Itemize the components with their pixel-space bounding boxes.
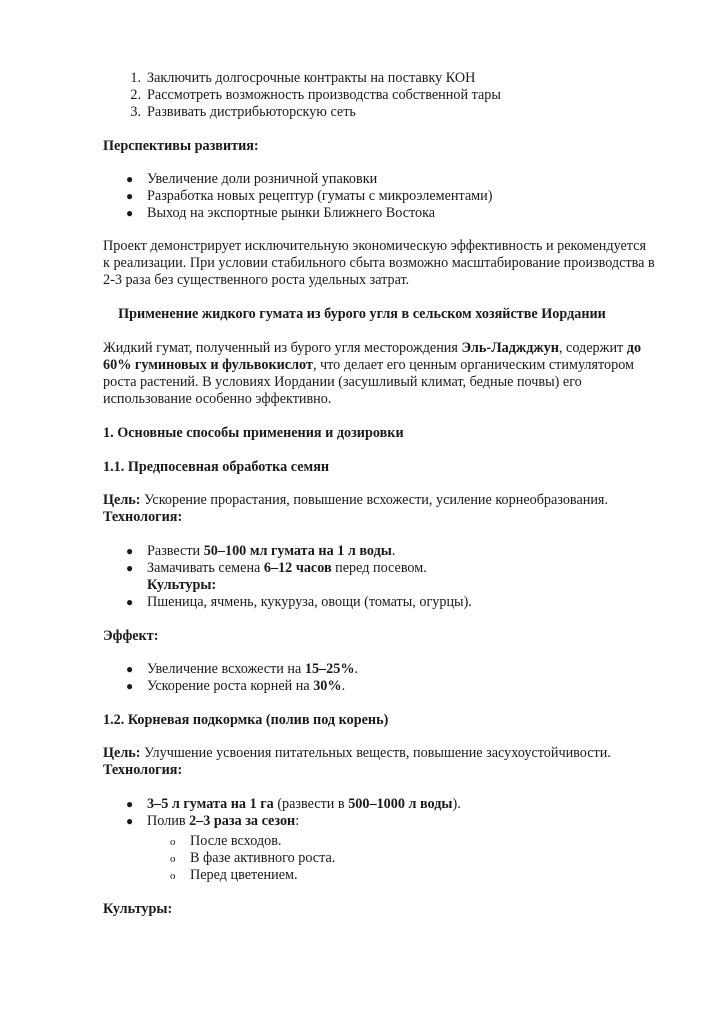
bullet-icon: ● <box>126 814 134 828</box>
paragraph-line: 2-3 раза без существенного роста удельных затрат. <box>103 272 410 288</box>
bullet-icon: ● <box>126 797 134 811</box>
intro-line: использование особенно эффективно. <box>103 391 332 407</box>
list-item: Увеличение доли розничной упаковки <box>147 171 378 187</box>
technology-label: Технология: <box>103 762 183 778</box>
hollow-bullet-icon: o <box>170 853 176 865</box>
list-number: 3. <box>130 104 141 120</box>
list-item: Замачивать семена 6–12 часов перед посевом. <box>147 560 427 576</box>
intro-line: роста растений. В условиях Иордании (засушливый климат, бедные почвы) его <box>103 374 582 390</box>
list-item: Развивать дистрибьюторскую сеть <box>147 104 356 120</box>
list-item: Развести 50–100 мл гумата на 1 л воды. <box>147 543 396 559</box>
bullet-icon: ● <box>126 595 134 609</box>
bullet-icon: ● <box>126 544 134 558</box>
section-title: Применение жидкого гумата из бурого угля в сельском хозяйстве Иордании <box>118 306 606 322</box>
list-number: 2. <box>130 87 141 103</box>
sublist-item: После всходов. <box>190 833 282 849</box>
sublist-item: Перед цветением. <box>190 867 298 883</box>
crops-label: Культуры: <box>103 901 173 917</box>
bullet-icon: ● <box>126 172 134 186</box>
list-item: Увеличение всхожести на 15–25%. <box>147 661 359 677</box>
hollow-bullet-icon: o <box>170 870 176 882</box>
subsection-heading: 1.1. Предпосевная обработка семян <box>103 459 330 475</box>
list-item: Рассмотреть возможность производства собственной тары <box>147 87 501 103</box>
list-item: 3–5 л гумата на 1 га (развести в 500–1000 л воды). <box>147 796 461 812</box>
list-item: Ускорение роста корней на 30%. <box>147 678 346 694</box>
hollow-bullet-icon: o <box>170 836 176 848</box>
technology-label: Технология: <box>103 509 183 525</box>
list-item: Разработка новых рецептур (гуматы с микроэлементами) <box>147 188 493 204</box>
intro-line: 60% гуминовых и фульвокислот, что делает его ценным органическим стимулятором <box>103 357 635 373</box>
paragraph-line: Проект демонстрирует исключительную экономическую эффективность и рекомендуется <box>103 238 647 254</box>
list-item: Выход на экспортные рынки Ближнего Востока <box>147 205 436 221</box>
effect-label: Эффект: <box>103 628 159 644</box>
bullet-icon: ● <box>126 679 134 693</box>
bullet-icon: ● <box>126 662 134 676</box>
bullet-icon: ● <box>126 189 134 203</box>
section-heading: 1. Основные способы применения и дозировки <box>103 425 404 441</box>
intro-line: Жидкий гумат, полученный из бурого угля месторождения Эль-Ладжджун, содержит до <box>103 340 642 356</box>
list-item: Пшеница, ячмень, кукуруза, овощи (томаты, огурцы). <box>147 594 472 610</box>
bullet-icon: ● <box>126 561 134 575</box>
bullet-icon: ● <box>126 206 134 220</box>
prospects-heading: Перспективы развития: <box>103 138 259 154</box>
list-item: Полив 2–3 раза за сезон: <box>147 813 300 829</box>
list-number: 1. <box>130 70 141 86</box>
goal-line: Цель: Улучшение усвоения питательных веществ, повышение засухоустойчивости. <box>103 745 611 761</box>
subsection-heading: 1.2. Корневая подкормка (полив под корень) <box>103 712 389 728</box>
crops-label: Культуры: <box>147 577 217 593</box>
paragraph-line: к реализации. При условии стабильного сбыта возможно масштабирование производства в <box>103 255 655 271</box>
list-item: Заключить долгосрочные контракты на поставку КОН <box>147 70 476 86</box>
sublist-item: В фазе активного роста. <box>190 850 336 866</box>
goal-line: Цель: Ускорение прорастания, повышение всхожести, усиление корнеобразования. <box>103 492 609 508</box>
